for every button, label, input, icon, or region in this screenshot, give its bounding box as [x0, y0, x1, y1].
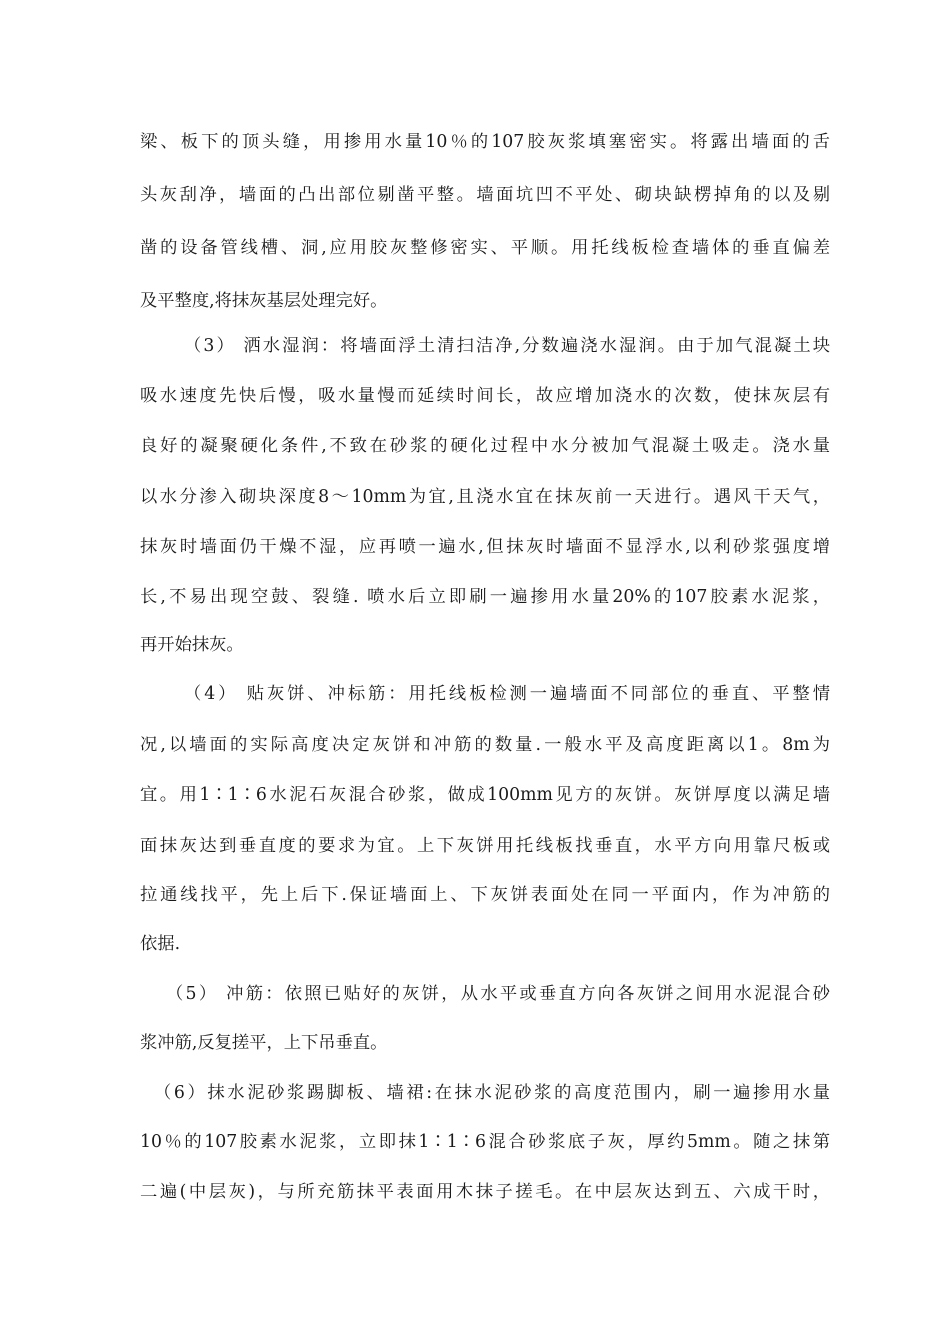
- text-line: 况,以墙面的实际高度决定灰饼和冲筋的数量.一般水平及高度距离以1。8m为: [140, 735, 830, 755]
- text-line: （5） 冲筋：依照已贴好的灰饼，从水平或垂直方向各灰饼之间用水泥混合砂: [166, 984, 830, 1004]
- text-line: 以水分渗入砌块深度8～10mm为宜,且浇水宜在抹灰前一天进行。遇风干天气，: [140, 487, 830, 507]
- text-line: 二遍(中层灰)，与所充筋抹平表面用木抹子搓毛。在中层灰达到五、六成干时，: [140, 1182, 830, 1202]
- text-line: 凿的设备管线槽、洞,应用胶灰整修密实、平顺。用托线板检查墙体的垂直偏差: [140, 238, 830, 258]
- text-line: 梁、板下的顶头缝，用掺用水量10％的107胶灰浆填塞密实。将露出墙面的舌: [140, 132, 830, 152]
- text-line: 抹灰时墙面仍干燥不湿，应再喷一遍水,但抹灰时墙面不显浮水,以利砂浆强度增: [140, 537, 830, 557]
- text-line: 长,不易出现空鼓、裂缝. 喷水后立即刷一遍掺用水量20%的107胶素水泥浆，: [140, 587, 830, 607]
- text-line: 10％的107胶素水泥浆，立即抹1∶1∶6混合砂浆底子灰，厚约5mm。随之抹第: [140, 1132, 830, 1152]
- text-line: 浆冲筋,反复搓平，上下吊垂直。: [140, 1033, 388, 1053]
- text-line: 面抹灰达到垂直度的要求为宜。上下灰饼用托线板找垂直，水平方向用靠尺板或: [140, 836, 830, 856]
- text-line: 吸水速度先快后慢，吸水量慢而延续时间长，故应增加浇水的次数，使抹灰层有: [140, 386, 830, 406]
- text-line: 再开始抹灰。: [140, 635, 244, 655]
- text-line: 良好的凝聚硬化条件,不致在砂浆的硬化过程中水分被加气混凝土吸走。浇水量: [140, 436, 830, 456]
- text-line: 头灰刮净，墙面的凸出部位剔凿平整。墙面坑凹不平处、砌块缺楞掉角的以及剔: [140, 185, 830, 205]
- text-line: 及平整度,将抹灰基层处理完好。: [140, 291, 388, 311]
- text-line: 宜。用1∶1∶6水泥石灰混合砂浆，做成100mm见方的灰饼。灰饼厚度以满足墙: [140, 785, 830, 805]
- text-line: （3） 洒水湿润：将墙面浮土清扫洁净,分数遍浇水湿润。由于加气混凝土块: [184, 336, 830, 356]
- text-line: 拉通线找平，先上后下.保证墙面上、下灰饼表面处在同一平面内，作为冲筋的: [140, 885, 830, 905]
- text-line: （4） 贴灰饼、冲标筋：用托线板检测一遍墙面不同部位的垂直、平整情: [184, 684, 830, 704]
- text-line: 依据.: [140, 934, 181, 954]
- text-line: （6）抹水泥砂浆踢脚板、墙裙:在抹水泥砂浆的高度范围内，刷一遍掺用水量: [154, 1083, 830, 1103]
